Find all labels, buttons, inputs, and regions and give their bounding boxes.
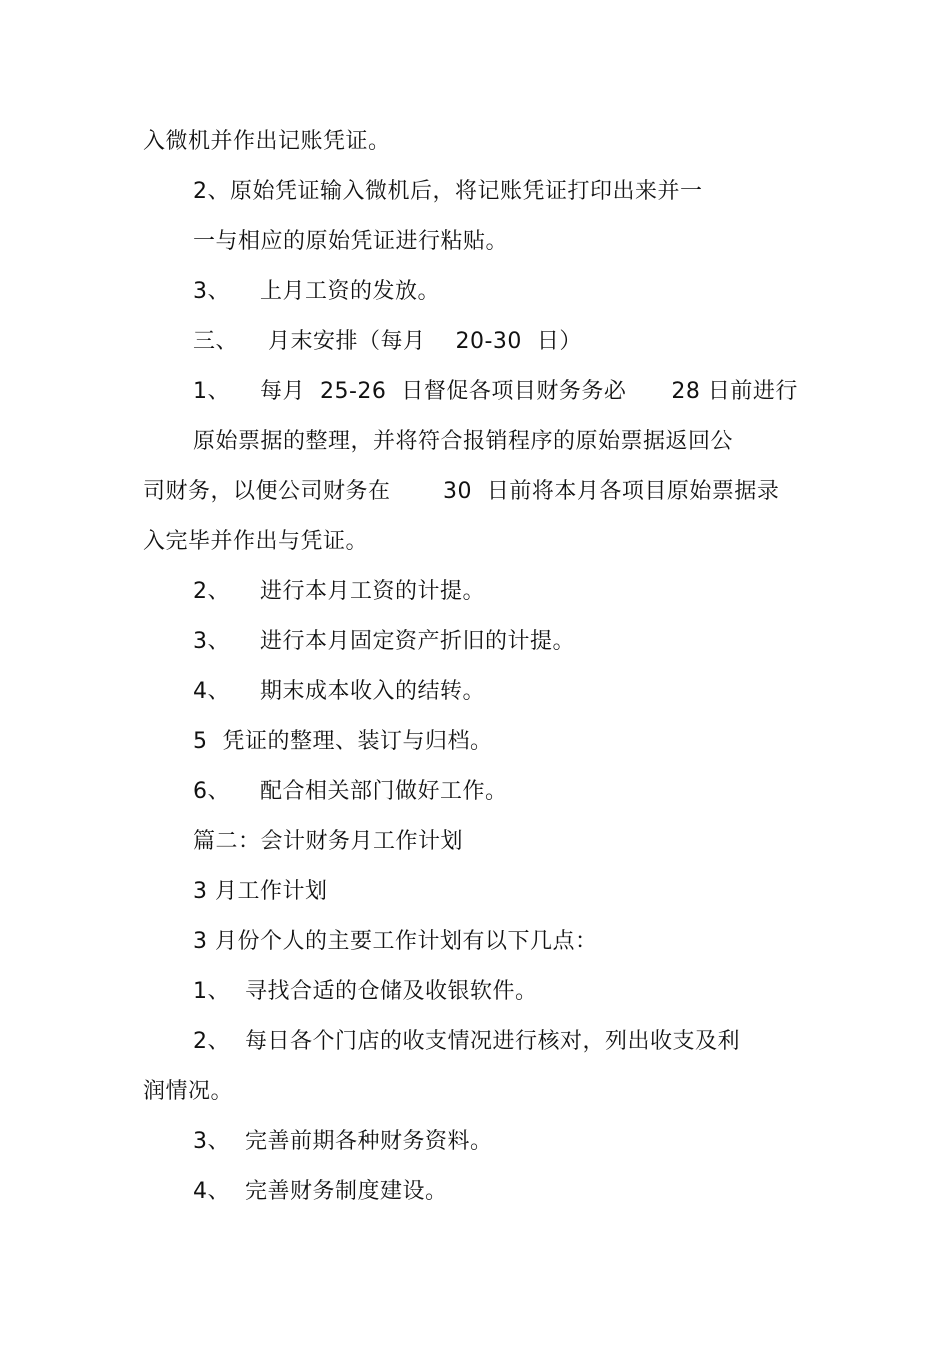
text-line: 司财务，以便公司财务在 30 日前将本月各项目原始票据录 <box>143 479 780 504</box>
text-line: 1、 每月 25-26 日督促各项目财务务必 28 日前进行 <box>193 379 798 404</box>
text-line: 2、 进行本月工资的计提。 <box>193 579 485 604</box>
text-line: 3、 进行本月固定资产折旧的计提。 <box>193 629 575 654</box>
text-line: 2、原始凭证输入微机后，将记账凭证打印出来并一 <box>193 179 703 204</box>
text-line: 6、 配合相关部门做好工作。 <box>193 779 508 804</box>
text-line: 5 凭证的整理、装订与归档。 <box>193 729 493 754</box>
text-line: 3、 上月工资的发放。 <box>193 279 440 304</box>
text-line: 入完毕并作出与凭证。 <box>143 529 369 554</box>
text-line: 2、 每日各个门店的收支情况进行核对，列出收支及利 <box>193 1029 740 1054</box>
text-line: 入微机并作出记账凭证。 <box>143 129 391 154</box>
text-line: 4、 期末成本收入的结转。 <box>193 679 485 704</box>
text-line: 润情况。 <box>143 1079 234 1104</box>
text-line: 原始票据的整理，并将符合报销程序的原始票据返回公 <box>193 429 734 454</box>
text-line: 4、 完善财务制度建设。 <box>193 1179 448 1204</box>
section-heading: 篇二：会计财务月工作计划 <box>193 829 464 854</box>
text-line: 3 月份个人的主要工作计划有以下几点： <box>193 929 598 954</box>
text-line: 一与相应的原始凭证进行粘贴。 <box>193 229 509 254</box>
section-heading: 3 月工作计划 <box>193 879 328 904</box>
text-line: 1、 寻找合适的仓储及收银软件。 <box>193 979 538 1004</box>
text-line: 3、 完善前期各种财务资料。 <box>193 1129 493 1154</box>
section-heading: 三、 月末安排（每月 20-30 日） <box>193 329 582 354</box>
